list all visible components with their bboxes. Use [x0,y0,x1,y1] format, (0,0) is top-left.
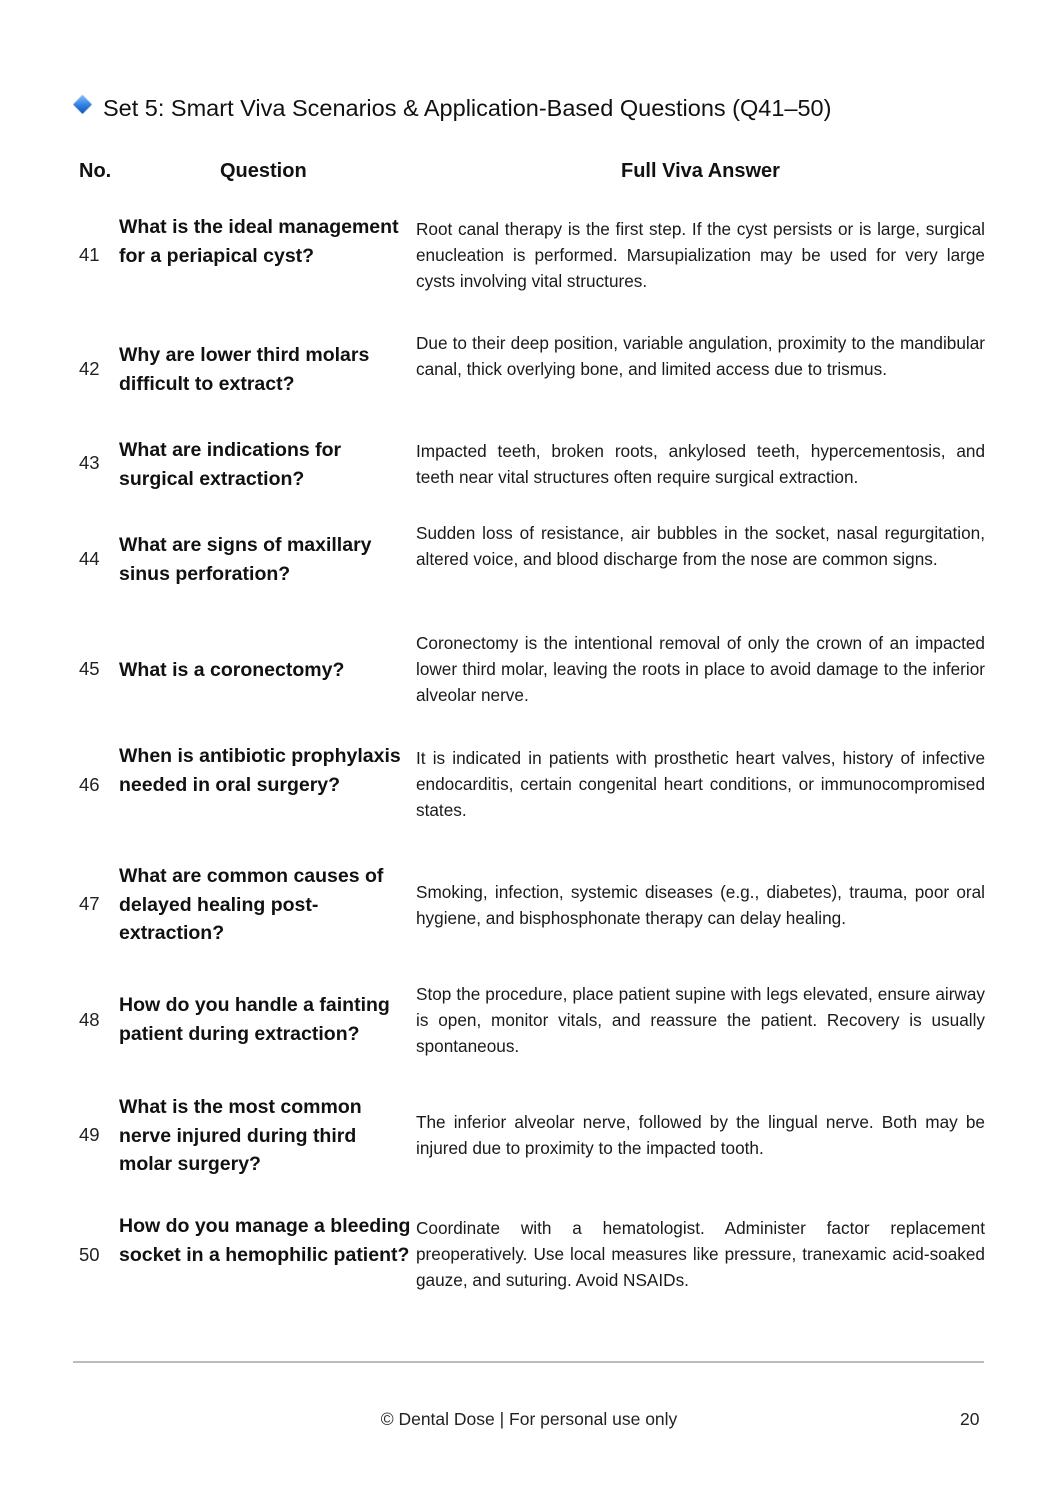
column-header-question: Question [220,160,307,182]
row-answer: Impacted teeth, broken roots, ankylosed teeth, hypercementosis, and teeth near vital structures often require surgical extraction. [416,441,985,488]
row-question: How do you manage a bleeding socket in a hemophilic patient? [119,1215,411,1266]
row-answer: Smoking, infection, systemic diseases (e.g., diabetes), trauma, poor oral hygiene, and bisphosphonate therapy can delay healing. [416,882,985,929]
row-question: What is a coronectomy? [119,659,345,681]
row-number: 48 [79,1009,100,1030]
row-question: What are indications for surgical extraction? [119,439,342,490]
row-question: How do you handle a fainting patient during extraction? [119,994,390,1045]
row-number: 42 [79,358,100,379]
row-answer: Due to their deep position, variable angulation, proximity to the mandibular canal, thick overlying bone, and limited access due to trismus. [416,333,985,380]
footer-copyright: © Dental Dose | For personal use only [380,1409,678,1429]
footer-divider [73,1361,984,1363]
row-number: 43 [79,452,100,473]
row-answer: The inferior alveolar nerve, followed by the lingual nerve. Both may be injured due to proximity to the impacted tooth. [416,1112,985,1159]
row-number: 49 [79,1124,100,1145]
row-number: 50 [79,1244,100,1265]
section-heading-text: Set 5: Smart Viva Scenarios & Application-Based Questions (Q41–50) [103,94,832,121]
row-answer: It is indicated in patients with prosthetic heart valves, history of infective endocarditis, certain congenital heart conditions, or immunocompromised states. [416,748,985,821]
row-question: What is the ideal management for a periapical cyst? [119,216,399,267]
row-question: What are signs of maxillary sinus perforation? [119,534,372,585]
column-header-answer: Full Viva Answer [621,160,780,182]
row-answer: Coronectomy is the intentional removal of only the crown of an impacted lower third molar, leaving the roots in place to avoid damage to the inferior alveolar nerve. [416,633,985,706]
page-number: 20 [960,1409,980,1429]
row-answer: Sudden loss of resistance, air bubbles in the socket, nasal regurgitation, altered voice, and blood discharge from the nose are common signs. [416,523,985,570]
row-answer: Stop the procedure, place patient supine with legs elevated, ensure airway is open, monitor vitals, and reassure the patient. Recovery is usually spontaneous. [416,984,985,1057]
blue-diamond-icon [73,95,91,113]
row-number: 45 [79,658,100,679]
row-number: 44 [79,548,100,569]
row-question: When is antibiotic prophylaxis needed in oral surgery? [119,745,401,796]
row-number: 46 [79,774,100,795]
row-number: 47 [79,893,100,914]
row-number: 41 [79,244,100,265]
section-heading [76,90,996,126]
row-question: What is the most common nerve injured during third molar surgery? [119,1096,362,1175]
row-question: Why are lower third molars difficult to extract? [119,344,370,395]
row-answer: Coordinate with a hematologist. Administer factor replacement preoperatively. Use local measures like pressure, tranexamic acid-soaked gauze, and suturing. Avoid NSAIDs. [416,1218,985,1291]
column-header-no: No. [79,160,112,182]
row-answer: Root canal therapy is the first step. If the cyst persists or is large, surgical enucleation is performed. Marsupialization may be used for very large cysts involving vital structures. [416,219,985,292]
row-question: What are common causes of delayed healing post-extraction? [119,865,384,944]
